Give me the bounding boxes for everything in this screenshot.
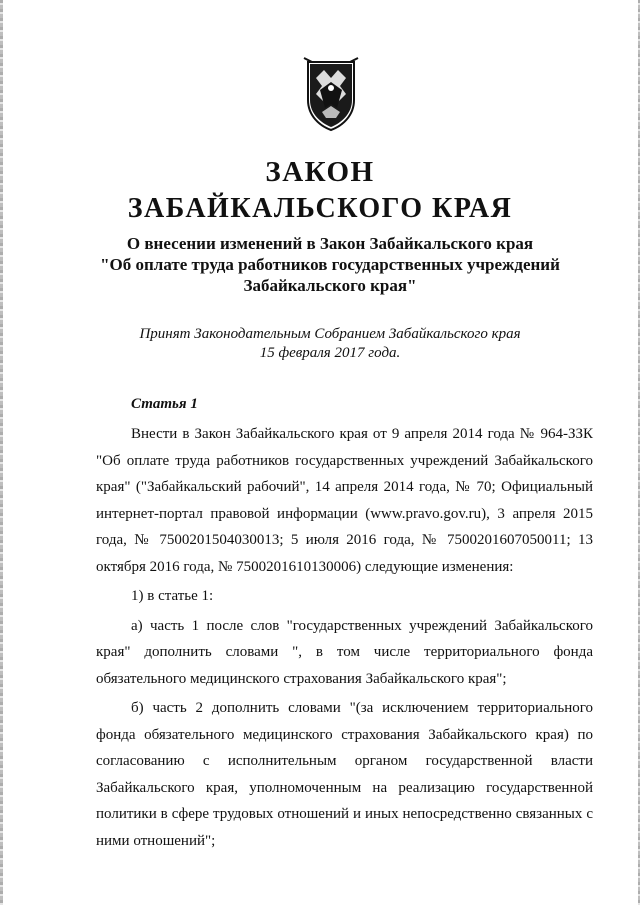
article-heading: Статья 1 [131, 396, 198, 412]
adoption-note [60, 325, 600, 363]
subject-line-2: "Об оплате труда работников государственных учреждений [100, 255, 560, 274]
scan-edge-left [0, 0, 3, 905]
adoption-date: 15 февраля 2017 года. [259, 345, 401, 361]
law-subject [60, 233, 600, 296]
subject-line-3: Забайкальского края" [243, 276, 417, 295]
paragraph-item-b: б) часть 2 дополнить словами "(за исключением территориального фонда обязательного медицинского страхования Забайкальского края) по согласованию с исполнительным органом государственной власти Забайкальского края, уполномоченным на реализацию государственной политики в сфере трудовых отношений и иных непосредственно связанных с ними отношений"; [96, 700, 593, 849]
paragraph-item-a: а) часть 1 после слов "государственных учреждений Забайкальского края" дополнить словами ", в том числе территориального фонда обязательного медицинского страхования Забайкальского края"; [96, 617, 593, 687]
paragraph-item-1: 1) в статье 1: [131, 588, 214, 604]
coat-of-arms-icon [302, 56, 360, 132]
adoption-line-1: Принят Законодательным Собранием Забайкальского края [139, 326, 521, 342]
law-title: ЗАКОН [265, 156, 375, 188]
paragraph-intro: Внести в Закон Забайкальского края от 9 апреля 2014 года № 964-ЗЗК "Об оплате труда работников государственных учреждений Забайкальского края" ("Забайкальский рабочий", 14 апреля 2014 года, № 70; Официальный интернет-портал правовой информации (www.pravo.gov.ru), 3 апреля 2015 года, № 7500201504030013; 5 июля 2016 года, № 7500201607050011; 13 октября 2016 года, № 7500201610130006) следующие изменения: [96, 426, 593, 575]
subject-line-1: О внесении изменений в Закон Забайкальского края [126, 234, 534, 253]
article-body [96, 421, 593, 854]
law-region-title: ЗАБАЙКАЛЬСКОГО КРАЯ [127, 193, 513, 224]
